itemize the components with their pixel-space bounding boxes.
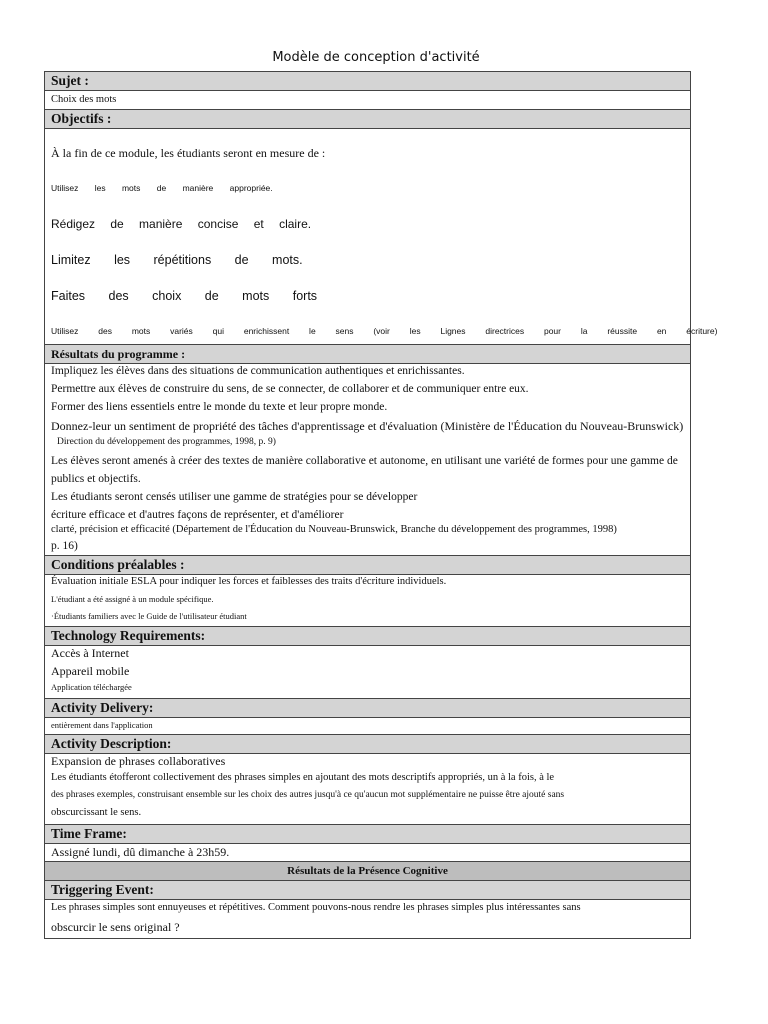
objectif-item: Utilisez des mots variés qui enrichissent le sens (voir les Lignes directrices pour la réussite en écriture) <box>51 326 718 336</box>
resultats-line: publics et objectifs. <box>51 473 141 485</box>
resultats-line: Impliquez les élèves dans des situations de communication authentiques et enrichissantes. <box>51 365 465 377</box>
activity-design-table <box>44 71 718 939</box>
resultats-heading: Résultats du programme : <box>45 345 690 364</box>
objectifs-body <box>45 129 718 345</box>
sujet-heading: Sujet : <box>45 72 690 91</box>
conditions-body <box>45 575 690 627</box>
resultats-line: p. 16) <box>51 540 78 552</box>
conditions-line: L'étudiant a été assigné à un module spécifique. <box>51 594 214 604</box>
triggering-body <box>45 900 690 939</box>
description-line: des phrases exemples, construisant ensemble sur les choix des autres jusqu'à ce qu'aucun mot supplémentaire ne puisse être ajouté sans <box>51 790 565 800</box>
sujet-body <box>45 91 690 110</box>
technology-body <box>45 646 690 699</box>
delivery-body <box>45 718 690 735</box>
delivery-value: entièrement dans l'application <box>51 720 153 730</box>
triggering-line: obscurcir le sens original ? <box>51 920 180 934</box>
resultats-line: Donnez-leur un sentiment de propriété des tâches d'apprentissage et d'évaluation (Ministère de l'Éducation du Nouveau-Brunswick) <box>51 419 684 433</box>
conditions-heading: Conditions préalables : <box>45 556 690 575</box>
page-title: Modèle de conception d'activité <box>272 50 480 65</box>
timeframe-heading: Time Frame: <box>45 825 690 844</box>
triggering-heading: Triggering Event: <box>45 881 690 900</box>
objectif-item: Limitez les répétitions de mots. <box>51 253 303 267</box>
technology-line: Application téléchargée <box>51 682 132 692</box>
sujet-value: Choix des mots <box>51 94 117 105</box>
objectifs-heading: Objectifs : <box>45 110 690 129</box>
resultats-line: Les étudiants seront censés utiliser une gamme de stratégies pour se développer <box>51 491 418 503</box>
delivery-heading: Activity Delivery: <box>45 699 690 718</box>
cognitive-heading: Résultats de la Présence Cognitive <box>45 862 690 881</box>
triggering-line: Les phrases simples sont ennuyeuses et répétitives. Comment pouvons-nous rendre les phrases simples plus intéressantes sans <box>51 902 581 913</box>
description-line: Expansion de phrases collaboratives <box>51 754 226 768</box>
timeframe-value: Assigné lundi, dû dimanche à 23h59. <box>51 845 230 859</box>
resultats-body <box>45 364 690 556</box>
technology-line: Appareil mobile <box>51 664 130 678</box>
description-body <box>45 754 690 825</box>
objectif-item: Rédigez de manière concise et claire. <box>51 217 312 231</box>
resultats-line: Direction du développement des programmes, 1998, p. 9) <box>57 437 276 447</box>
technology-heading: Technology Requirements: <box>45 627 690 646</box>
conditions-line: Évaluation initiale ESLA pour indiquer les forces et faiblesses des traits d'écriture individuels. <box>51 576 447 587</box>
resultats-line: Former des liens essentiels entre le monde du texte et leur propre monde. <box>51 401 388 413</box>
resultats-line: Les élèves seront amenés à créer des textes de manière collaborative et autonome, en utilisant une variété de formes pour une gamme de <box>51 455 678 467</box>
technology-line: Accès à Internet <box>51 646 129 660</box>
timeframe-body <box>45 844 690 862</box>
resultats-line: écriture efficace et d'autres façons de représenter, et d'améliorer <box>51 509 344 521</box>
conditions-line: ·Étudiants familiers avec le Guide de l'utilisateur étudiant <box>51 611 247 621</box>
resultats-line: clarté, précision et efficacité (Département de l'Éducation du Nouveau-Brunswick, Branche du développement des programmes, 1998) <box>51 524 617 535</box>
description-line: Les étudiants étofferont collectivement des phrases simples en ajoutant des mots descriptifs appropriés, un à la fois, à le <box>51 772 555 783</box>
objectif-item: Utilisez les mots de manière appropriée. <box>51 183 273 193</box>
description-line: obscurcissant le sens. <box>51 807 142 818</box>
objectif-item: Faites des choix de mots forts <box>51 289 318 303</box>
description-heading: Activity Description: <box>45 735 690 754</box>
objectifs-intro: À la fin de ce module, les étudiants seront en mesure de : <box>51 146 326 160</box>
resultats-line: Permettre aux élèves de construire du sens, de se connecter, de collaborer et de communiquer entre eux. <box>51 383 529 395</box>
